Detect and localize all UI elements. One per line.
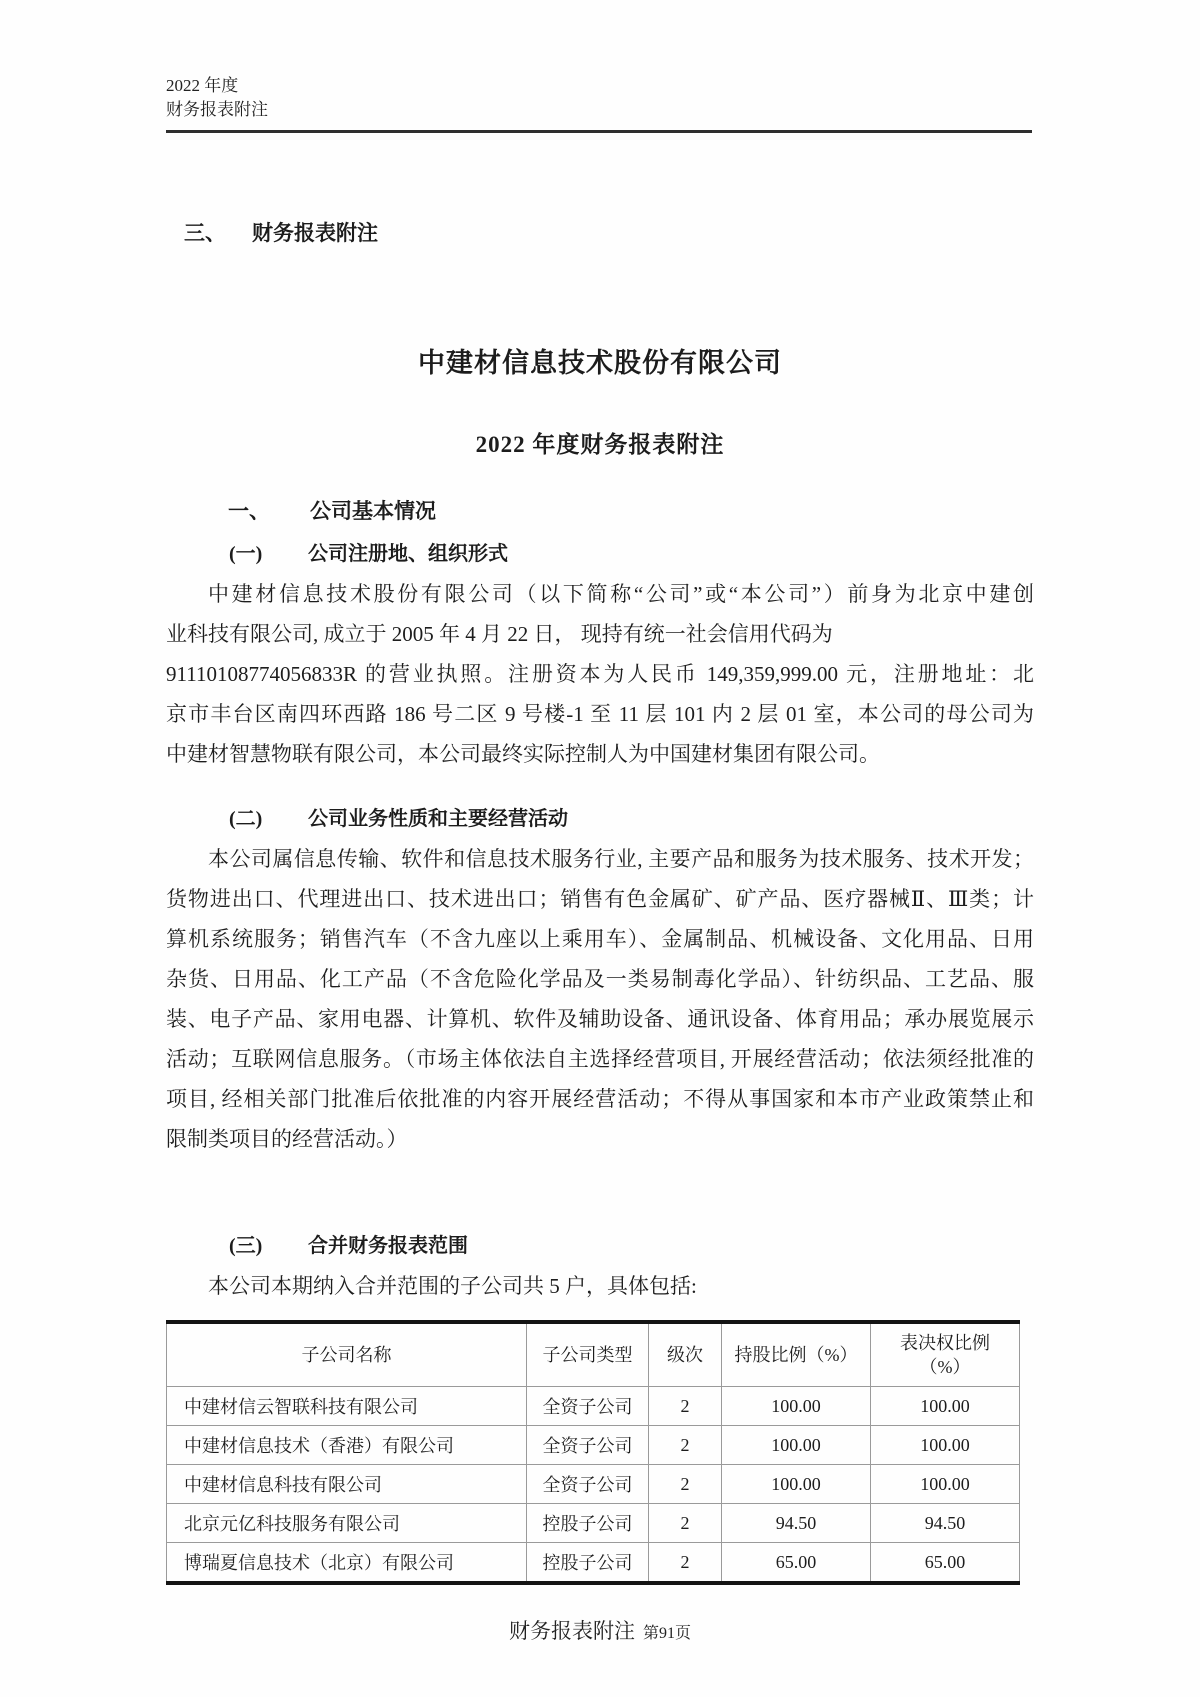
subsection-heading-3 — [229, 1229, 1034, 1258]
header-rule — [166, 130, 1032, 133]
header-year: 2022 年度 — [166, 76, 239, 95]
paragraph-line: 本公司属信息传输、软件和信息技术服务行业, 主要产品和服务为技术服务、技术开发； — [208, 847, 1034, 871]
section-heading-3 — [184, 217, 1034, 247]
cell-subsidiary-type: 全资子公司 — [527, 1465, 649, 1504]
paragraph-line: 京市丰台区南四环西路 186 号二区 9 号楼-1 至 11 层 101 内 2 层 01 室，本公司的母公司为 — [166, 702, 1034, 726]
cell-shareholding-ratio: 100.00 — [722, 1465, 871, 1504]
page-header — [166, 0, 1034, 133]
cell-subsidiary-type: 控股子公司 — [527, 1504, 649, 1543]
subsection-heading-2 — [229, 802, 1034, 831]
col-header-shareholding-ratio: 持股比例（%） — [722, 1322, 871, 1387]
subsection-number: (二) — [229, 808, 263, 830]
cell-subsidiary-name: 博瑞夏信息技术（北京）有限公司 — [167, 1543, 527, 1584]
paragraph-line: 中建材信息技术股份有限公司（以下简称“公司”或“本公司”）前身为北京中建创 — [208, 582, 1034, 606]
col-header-subsidiary-name: 子公司名称 — [167, 1322, 527, 1387]
col-header-voting-ratio: 表决权比例（%） — [871, 1322, 1020, 1387]
table-row — [167, 1465, 1020, 1504]
cell-level: 2 — [649, 1504, 722, 1543]
footer-title: 财务报表附注 — [508, 1619, 635, 1643]
page-footer — [166, 1615, 1034, 1645]
paragraph-registration — [166, 574, 1034, 774]
paragraph-line: 算机系统服务；销售汽车（不含九座以上乘用车）、金属制品、机械设备、文化用品、日用 — [166, 927, 1034, 951]
section-title: 公司基本情况 — [310, 499, 436, 523]
paragraph-line: 本公司本期纳入合并范围的子公司共 5 户，具体包括: — [208, 1274, 697, 1298]
cell-shareholding-ratio: 65.00 — [722, 1543, 871, 1584]
section-number: 一、 — [228, 499, 270, 523]
table-row — [167, 1426, 1020, 1465]
cell-voting-ratio: 100.00 — [871, 1465, 1020, 1504]
cell-level: 2 — [649, 1387, 722, 1426]
cell-voting-ratio: 65.00 — [871, 1543, 1020, 1584]
table-row — [167, 1387, 1020, 1426]
subsection-heading-1 — [229, 537, 1034, 566]
subsection-title: 合并财务报表范围 — [308, 1235, 468, 1257]
subsection-number: (三) — [229, 1235, 263, 1257]
subsection-number: (一) — [229, 543, 263, 565]
cell-voting-ratio: 100.00 — [871, 1426, 1020, 1465]
paragraph-line: 杂货、日用品、化工产品（不含危险化学品及一类易制毒化学品）、针纺织品、工艺品、服 — [166, 967, 1034, 991]
paragraph-line: 业科技有限公司, 成立于 2005 年 4 月 22 日， 现持有统一社会信用代码为 — [166, 622, 833, 646]
cell-shareholding-ratio: 100.00 — [722, 1387, 871, 1426]
paragraph-business-scope — [166, 839, 1034, 1159]
header-doc-name: 财务报表附注 — [166, 100, 268, 119]
table-row — [167, 1504, 1020, 1543]
paragraph-line: 限制类项目的经营活动。） — [166, 1127, 408, 1151]
paragraph-line: 91110108774056833R 的营业执照。注册资本为人民币 149,359,999.00 元，注册地址：北 — [166, 662, 1034, 686]
col-header-subsidiary-type: 子公司类型 — [527, 1322, 649, 1387]
cell-subsidiary-name: 中建材信云智联科技有限公司 — [167, 1387, 527, 1426]
cell-subsidiary-name: 中建材信息科技有限公司 — [167, 1465, 527, 1504]
table-row — [167, 1543, 1020, 1584]
subsidiaries-table — [166, 1320, 1020, 1585]
subsection-title: 公司业务性质和主要经营活动 — [308, 808, 568, 830]
paragraph-line: 货物进出口、代理进出口、技术进出口；销售有色金属矿、矿产品、医疗器械Ⅱ、Ⅲ类；计 — [166, 887, 1034, 911]
cell-voting-ratio: 100.00 — [871, 1387, 1020, 1426]
cell-subsidiary-name: 北京元亿科技服务有限公司 — [167, 1504, 527, 1543]
paragraph-line: 中建材智慧物联有限公司，本公司最终实际控制人为中国建材集团有限公司。 — [166, 742, 880, 766]
cell-subsidiary-type: 全资子公司 — [527, 1387, 649, 1426]
paragraph-consolidation-intro — [166, 1266, 1034, 1306]
cell-level: 2 — [649, 1426, 722, 1465]
cell-voting-ratio: 94.50 — [871, 1504, 1020, 1543]
paragraph-line: 活动；互联网信息服务。（市场主体依法自主选择经营项目, 开展经营活动；依法须经批准的 — [166, 1047, 1034, 1071]
section-title: 财务报表附注 — [252, 221, 378, 245]
footer-page-number: 第91页 — [642, 1625, 691, 1642]
company-title: 中建材信息技术股份有限公司 — [418, 348, 782, 378]
cell-shareholding-ratio: 94.50 — [722, 1504, 871, 1543]
section-number: 三、 — [184, 221, 226, 245]
cell-subsidiary-type: 全资子公司 — [527, 1426, 649, 1465]
col-header-level: 级次 — [649, 1322, 722, 1387]
document-subtitle: 2022 年度财务报表附注 — [475, 432, 725, 457]
cell-subsidiary-type: 控股子公司 — [527, 1543, 649, 1584]
cell-subsidiary-name: 中建材信息技术（香港）有限公司 — [167, 1426, 527, 1465]
table-header-row — [167, 1322, 1020, 1387]
subsidiaries-table-wrap — [166, 1320, 1034, 1585]
cell-level: 2 — [649, 1465, 722, 1504]
paragraph-line: 装、电子产品、家用电器、计算机、软件及辅助设备、通讯设备、体育用品；承办展览展示 — [166, 1007, 1034, 1031]
cell-shareholding-ratio: 100.00 — [722, 1426, 871, 1465]
cell-level: 2 — [649, 1543, 722, 1584]
paragraph-line: 项目, 经相关部门批准后依批准的内容开展经营活动；不得从事国家和本市产业政策禁止和 — [166, 1087, 1034, 1111]
section-heading-1 — [228, 495, 1034, 525]
subsection-title: 公司注册地、组织形式 — [308, 543, 508, 565]
